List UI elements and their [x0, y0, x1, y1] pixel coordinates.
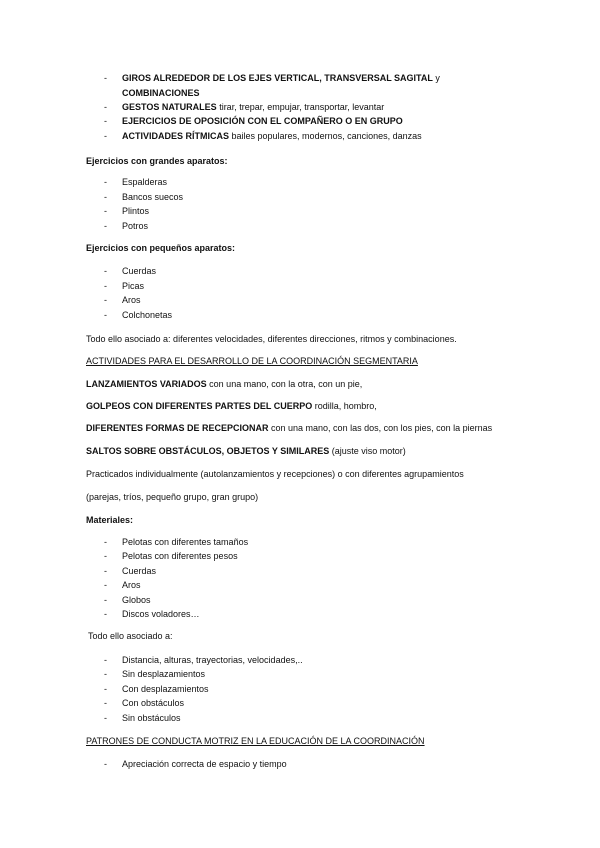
list-item: Picas — [122, 281, 145, 291]
list-item: Aros — [122, 295, 141, 305]
list-item: Pelotas con diferentes pesos — [122, 551, 238, 561]
list-bullet: - — [104, 537, 107, 547]
list-item: GIROS ALREDEDOR DE LOS EJES VERTICAL, TRANSVERSAL SAGITAL y — [122, 73, 440, 83]
list-bullet: - — [104, 73, 107, 83]
list-item: Sin desplazamientos — [122, 669, 206, 679]
list-bullet: - — [104, 310, 107, 320]
list-item: Apreciación correcta de espacio y tiempo — [122, 759, 287, 769]
list-item: Pelotas con diferentes tamaños — [122, 537, 249, 547]
paragraph: GOLPEOS CON DIFERENTES PARTES DEL CUERPO rodilla, hombro, — [86, 401, 377, 411]
list-item: Distancia, alturas, trayectorias, velocidades,.. — [122, 655, 303, 665]
paragraph: LANZAMIENTOS VARIADOS con una mano, con la otra, con un pie, — [86, 379, 363, 389]
list-bullet: - — [104, 655, 107, 665]
list-item: Con obstáculos — [122, 698, 185, 708]
list-item: EJERCICIOS DE OPOSICIÓN CON EL COMPAÑERO O EN GRUPO — [122, 116, 403, 126]
section-heading: PATRONES DE CONDUCTA MOTRIZ EN LA EDUCACIÓN DE LA COORDINACIÓN — [86, 736, 425, 746]
list-item: ACTIVIDADES RÍTMICAS bailes populares, modernos, canciones, danzas — [122, 131, 422, 141]
section-heading: ACTIVIDADES PARA EL DESARROLLO DE LA COORDINACIÓN SEGMENTARIA — [86, 356, 418, 366]
section-title: Materiales: — [86, 515, 134, 525]
list-bullet: - — [104, 206, 107, 216]
section-title: Ejercicios con pequeños aparatos: — [86, 243, 236, 253]
list-bullet: - — [104, 266, 107, 276]
list-bullet: - — [104, 221, 107, 231]
list-item: Discos voladores… — [122, 609, 200, 619]
list-bullet: - — [104, 116, 107, 126]
list-item: Colchonetas — [122, 310, 173, 320]
list-item: Potros — [122, 221, 149, 231]
list-item: Cuerdas — [122, 566, 157, 576]
list-item: Globos — [122, 595, 151, 605]
list-bullet: - — [104, 713, 107, 723]
list-item: Bancos suecos — [122, 192, 184, 202]
list-bullet: - — [104, 551, 107, 561]
list-bullet: - — [104, 669, 107, 679]
list-bullet: - — [104, 102, 107, 112]
list-item: Plintos — [122, 206, 150, 216]
list-bullet: - — [104, 609, 107, 619]
list-bullet: - — [104, 131, 107, 141]
list-bullet: - — [104, 295, 107, 305]
paragraph: (parejas, tríos, pequeño grupo, gran grupo) — [86, 492, 259, 502]
list-bullet: - — [104, 566, 107, 576]
paragraph: Todo ello asociado a: — [88, 631, 173, 641]
list-item: Espalderas — [122, 177, 168, 187]
list-item: Cuerdas — [122, 266, 157, 276]
paragraph: Todo ello asociado a: diferentes velocidades, diferentes direcciones, ritmos y combinaciones. — [86, 334, 457, 344]
list-item: Con desplazamientos — [122, 684, 209, 694]
list-bullet: - — [104, 192, 107, 202]
list-bullet: - — [104, 580, 107, 590]
list-item: Sin obstáculos — [122, 713, 181, 723]
section-title: Ejercicios con grandes aparatos: — [86, 156, 228, 166]
paragraph: Practicados individualmente (autolanzamientos y recepciones) o con diferentes agrupamientos — [86, 469, 464, 479]
list-bullet: - — [104, 698, 107, 708]
list-bullet: - — [104, 759, 107, 769]
paragraph: DIFERENTES FORMAS DE RECEPCIONAR con una mano, con las dos, con los pies, con la piernas — [86, 423, 493, 433]
list-bullet: - — [104, 595, 107, 605]
list-item: COMBINACIONES — [122, 88, 200, 98]
paragraph: SALTOS SOBRE OBSTÁCULOS, OBJETOS Y SIMILARES (ajuste viso motor) — [86, 446, 406, 456]
list-bullet: - — [104, 684, 107, 694]
list-item: Aros — [122, 580, 141, 590]
list-bullet: - — [104, 281, 107, 291]
list-bullet: - — [104, 177, 107, 187]
list-item: GESTOS NATURALES tirar, trepar, empujar, transportar, levantar — [122, 102, 385, 112]
